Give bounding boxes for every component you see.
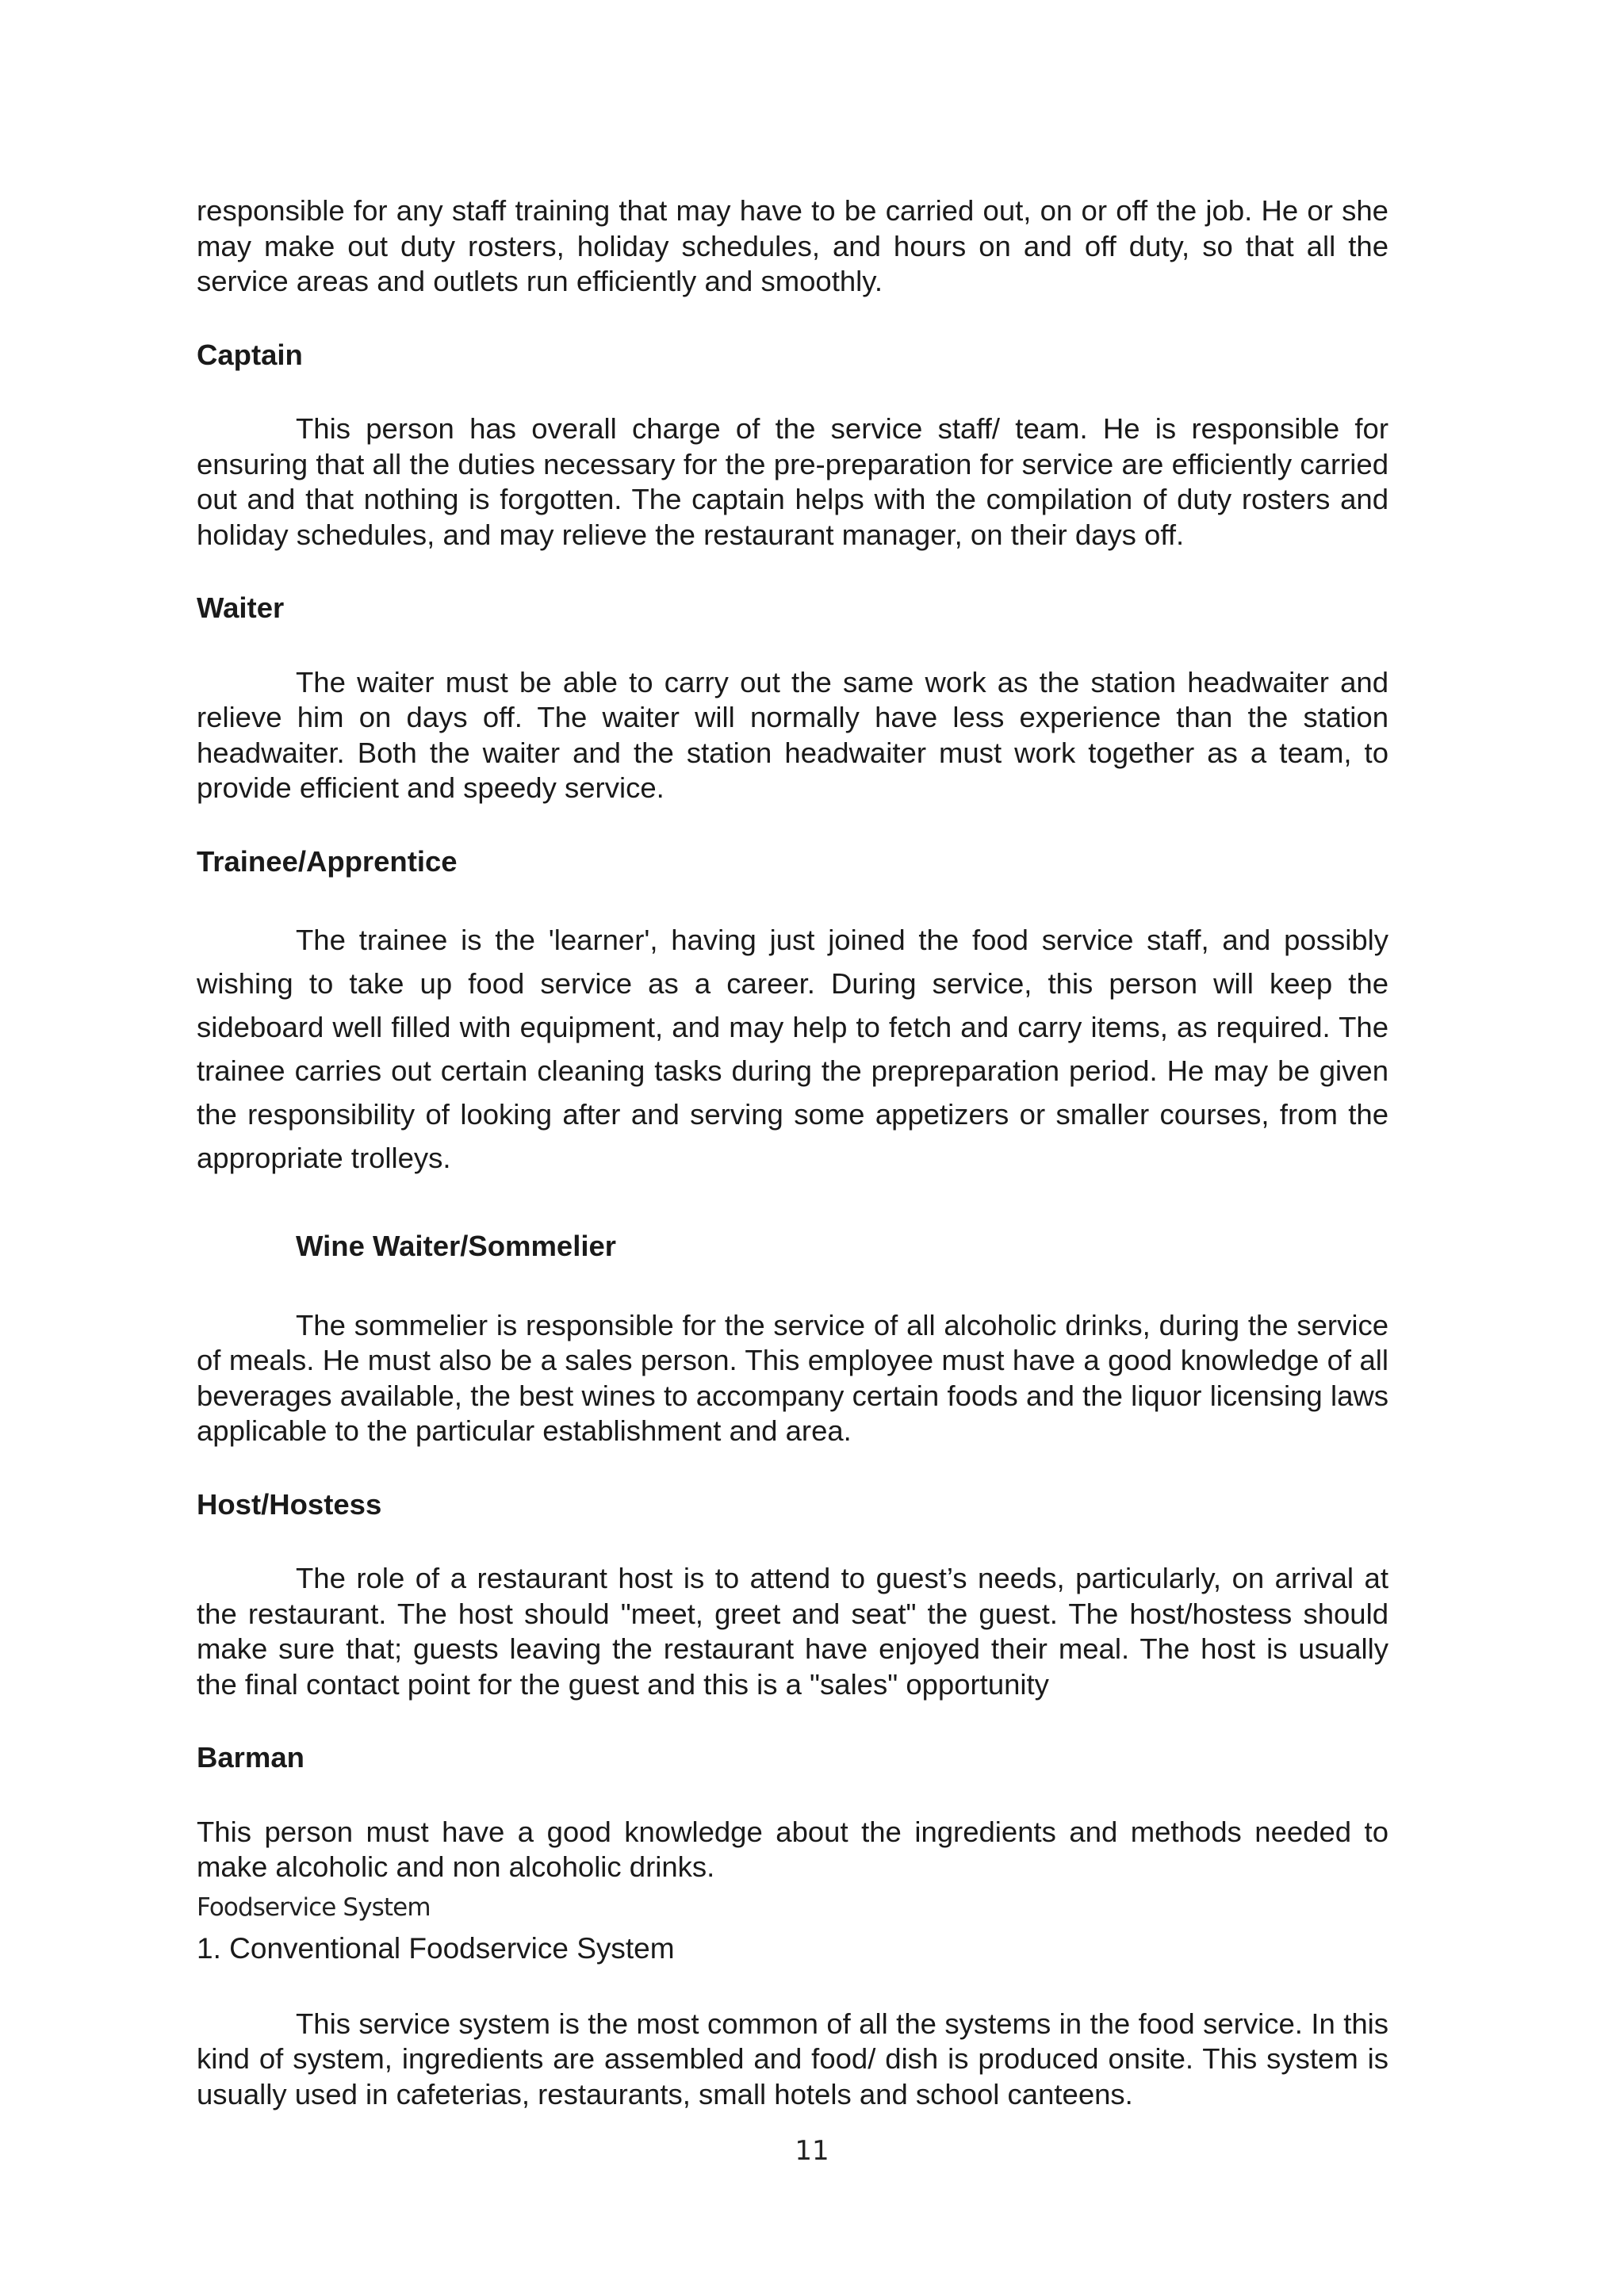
barman-paragraph: This person must have a good knowledge about the ingredients and methods needed to make alcoholic and non alcoholic drinks. [197, 1815, 1388, 1883]
trainee-paragraph: The trainee is the 'learner', having just joined the food service staff, and possibly wishing to take up food service as a career. During service, this person will keep the sideboard well filled with equipment, and may help to fetch and carry items, as required. The trainee carries out certain cleaning tasks during the prepreparation period. He may be given the responsibility of looking after and serving some appetizers or smaller courses, from the appropriate trolleys. [197, 924, 1388, 1174]
list-item-title: Conventional Foodservice System [229, 1931, 675, 1965]
waiter-heading: Waiter [197, 591, 285, 624]
foodservice-system-title: Foodservice System [197, 1892, 431, 1922]
captain-paragraph: This person has overall charge of the service staff/ team. He is responsible for ensuring that all the duties necessary for the pre-preparation for service are efficiently carried out and that nothing is forgotten. The captain helps with the compilation of duty rosters and holiday schedules, and may relieve the restaurant manager, on their days off. [197, 412, 1388, 551]
host-paragraph: The role of a restaurant host is to attend to guest’s needs, particularly, on arrival at the restaurant. The host should "meet, greet and seat" the guest. The host/hostess should make sure that; guests leaving the restaurant have enjoyed their meal. The host is usually the final contact point for the guest and this is a "sales" opportunity [197, 1562, 1388, 1701]
page-number: 11 [795, 2135, 829, 2167]
conventional-foodservice-paragraph: This service system is the most common of all the systems in the food service. In this kind of system, ingredients are assembled and food/ dish is produced onsite. This system is usually used in cafeterias, restaurants, small hotels and school canteens. [197, 2007, 1388, 2110]
sommelier-heading: Wine Waiter/Sommelier [296, 1230, 616, 1262]
page-content [197, 193, 1388, 2112]
waiter-paragraph: The waiter must be able to carry out the same work as the station headwaiter and relieve him on days off. The waiter will normally have less experience than the station headwaiter. Both the waiter and the station headwaiter must work together as a team, to provide efficient and speedy service. [197, 665, 1388, 804]
captain-heading: Captain [197, 338, 303, 371]
trainee-heading: Trainee/Apprentice [197, 844, 458, 878]
list-item-number: 1. [197, 1931, 221, 1965]
barman-heading: Barman [197, 1741, 304, 1774]
sommelier-paragraph: The sommelier is responsible for the service of all alcoholic drinks, during the service of meals. He must also be a sales person. This employee must have a good knowledge of all beverages available, the best wines to accompany certain foods and the liquor licensing laws applicable to the particular establishment and area. [197, 1308, 1388, 1447]
host-heading: Host/Hostess [197, 1487, 382, 1521]
intro-paragraph: responsible for any staff training that may have to be carried out, on or off the job. He or she may make out duty rosters, holiday schedules, and hours on and off duty, so that all the service areas and outlets run efficiently and smoothly. [197, 194, 1388, 297]
conventional-foodservice-heading [197, 1930, 1388, 1968]
